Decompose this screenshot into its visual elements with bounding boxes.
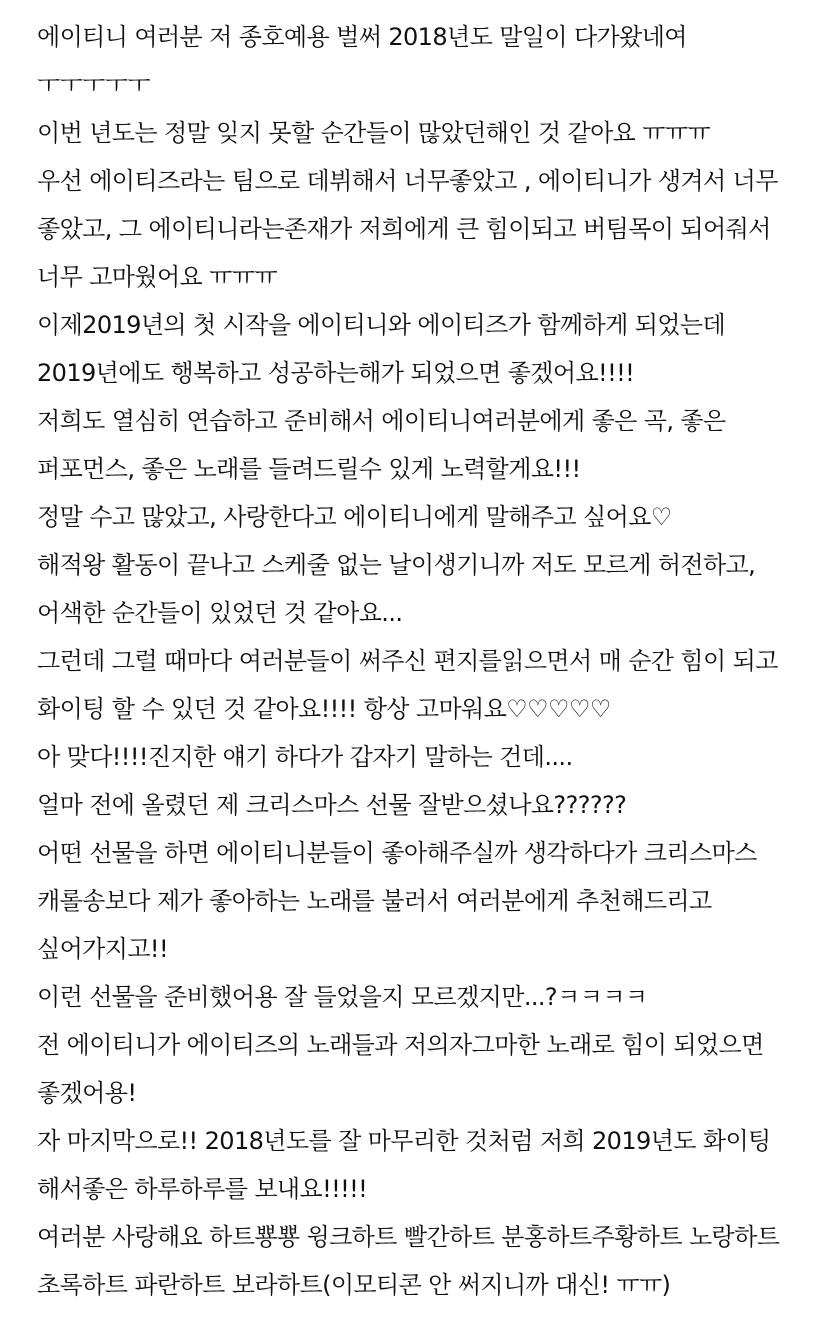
paragraph-song-strength: 전 에이티니가 에이티즈의 노래들과 저의자그마한 노래로 힘이 되었으면 좋겠어용! [37, 1031, 764, 1107]
paragraph-fan-letters: 그런데 그럴 때마다 여러분들이 써주신 편지를읽으면서 매 순간 힘이 되고 화이팅 할 수 있던 것 같아요!!!! 항상 고마워요♡♡♡♡♡ [37, 647, 778, 723]
paragraph-unforgettable-year: 이번 년도는 정말 잊지 못할 순간들이 많았던해인 것 같아요 ㅠㅠㅠ [37, 119, 711, 147]
paragraph-after-activities: 해적왕 활동이 끝나고 스케줄 없는 날이생기니까 저도 모르게 허전하고, 어색한 순간들이 있었던 것 같아요... [37, 551, 756, 627]
paragraph-practice-promise: 저희도 열심히 연습하고 준비해서 에이티니여러분에게 좋은 곡, 좋은 퍼포먼스, 좋은 노래를 들려드릴수 있게 노력할게요!!! [37, 407, 726, 483]
paragraph-gift-prepared: 이런 선물을 준비했어용 잘 들었을지 모르겠지만...?ㅋㅋㅋㅋ [37, 983, 648, 1011]
paragraph-debut-thanks: 우선 에이티즈라는 팀으로 데뷔해서 너무좋았고 , 에이티니가 생겨서 너무 좋았고, 그 에이티니라는존재가 저희에게 큰 힘이되고 버팀목이 되어줘서 너무 고마웠어요 ㅠㅠㅠ [37, 167, 778, 291]
paragraph-gift-idea: 어떤 선물을 하면 에이티니분들이 좋아해주실까 생각하다가 크리스마스 캐롤송보다 제가 좋아하는 노래를 불러서 여러분에게 추천해드리고 싶어가지고!! [37, 839, 757, 963]
letter-body [37, 0, 805, 1309]
paragraph-finally: 자 마지막으로!! 2018년도를 잘 마무리한 것처럼 저희 2019년도 화이팅 해서좋은 하루하루를 보내요!!!!! [37, 1127, 771, 1203]
paragraph-2019-wish: 이제2019년의 첫 시작을 에이티니와 에이티즈가 함께하게 되었는데 2019년에도 행복하고 성공하는해가 되었으면 좋겠어요!!!! [37, 311, 726, 387]
paragraph-oh-right: 아 맞다!!!!진지한 얘기 하다가 갑자기 말하는 건데.... [37, 743, 573, 771]
paragraph-love-message: 정말 수고 많았고, 사랑한다고 에이티니에게 말해주고 싶어요♡ [37, 503, 672, 531]
paragraph-christmas-gift: 얼마 전에 올렸던 제 크리스마스 선물 잘받으셨나요?????? [37, 791, 627, 819]
paragraph-hearts: 여러분 사랑해요 하트뿅뿅 윙크하트 빨간하트 분홍하트주황하트 노랑하트 초록하트 파란하트 보라하트(이모티콘 안 써지니까 대신! ㅠㅠ) [37, 1223, 780, 1299]
paragraph-year-end: 에이티니 여러분 저 종호예용 벌써 2018년도 말일이 다가왔네여 ㅜㅜㅜㅜㅜ [37, 23, 687, 99]
